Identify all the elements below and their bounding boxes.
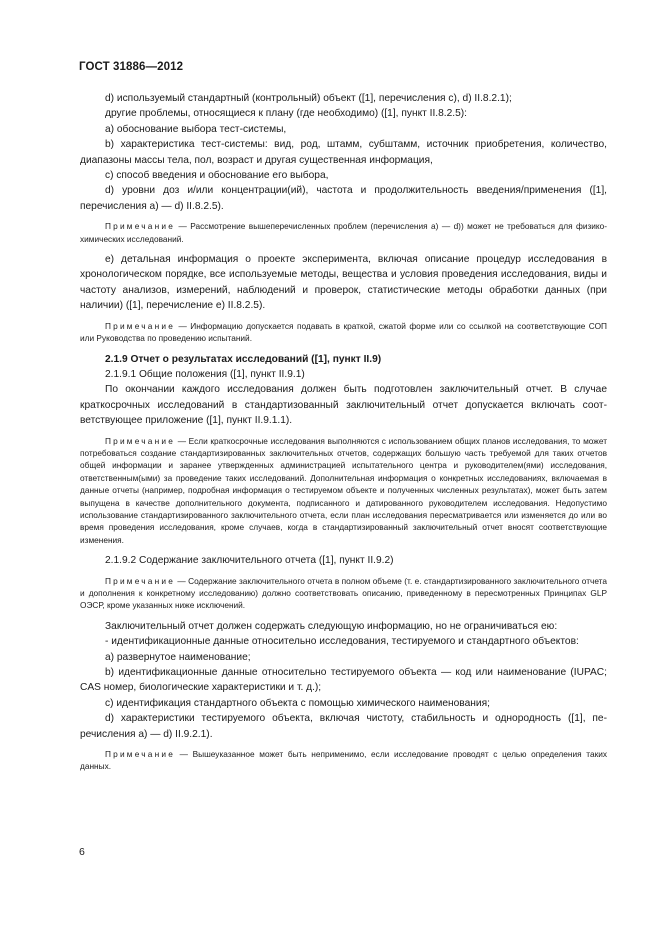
note-text: — Информацию допускается подавать в краткой, сжатой форме или со ссылкой на соответствующие СОП или Руководства по проведению испытаний. <box>80 320 607 344</box>
list-item-a-full-name: a) развернутое наименование; <box>105 651 251 663</box>
note-text: — Рассмотрение вышеперечисленных проблем (перечисления a) — d)) может не требоваться для физико-химических исследований. <box>80 221 607 244</box>
paragraph-d-standard-object: d) используемый стандартный (контрольный) объект ([1], перечисления с), d) II.8.2.1); <box>105 93 512 104</box>
document-body <box>80 91 607 780</box>
page-number: 6 <box>79 846 85 858</box>
note-3 <box>80 435 607 547</box>
note-1 <box>80 220 607 245</box>
note-text: — Если краткосрочные исследования выполняются с использованием общих планов исследования, то может потребоваться создание стандартизированных заключительных отчетов, содержащих большую часть требуемой для таких отчетов общей информации и заранее утвержденных администрацией испытательного центра и руководителем(ями) исследования, ответственным(ыми) за проведение таких исследований. Дополнительная информация о конкретных исследованиях, включаемая в данные отчеты (например, подробная информация о тестируемом объекте и полученных численных результатах), может быть затем выпущена в качестве дополнительного документа, подписанного и датированного руководителем исследования. Недопустимо использование стандартизированного заключительного отчета, если план исследования пересматривается или изменяется до или во время проведения исследования, кроме случаев, когда в стандартизированный заключительный отчет вносят соответствующие изменения. <box>80 435 607 545</box>
list-item-c-route: c) способ введения и обоснование его выбора, <box>105 170 329 182</box>
note-5 <box>80 748 607 773</box>
note-label: Примечание <box>105 320 176 331</box>
note-label: Примечание <box>105 435 176 446</box>
subsection-heading-2-1-9-2: 2.1.9.2 Содержание заключительного отчета ([1], пункт II.9.2) <box>105 555 394 567</box>
note-label: Примечание <box>105 749 176 760</box>
section-heading-2-1-9: 2.1.9 Отчет о результатах исследований ([1], пункт II.9) <box>105 353 382 365</box>
list-item-d-doses: d) уровни доз и/или концентрации(ий), частота и продолжительность введения/применения ([1], перечисления a) — d) II.8.2.5). <box>80 185 607 212</box>
list-item-dash-identification: - идентификационные данные относительно исследования, тестируемого и стандартного объектов: <box>105 636 579 648</box>
document-header: ГОСТ 31886—2012 <box>79 61 184 73</box>
list-item-c-standard-object: c) идентификация стандартного объекта с помощью химического наименования; <box>105 697 490 709</box>
list-item-e-design: e) детальная информация о проекте эксперимента, включая описание процедур исследования в хронологическом порядке, все используемые методы, вещества и условия проведения исследования, виды и частоту анализов, измерений, наблюдений и проверок, статистические методы обработки данных (при наличии) ([1], перечисление e) II.8.2.5). <box>80 254 607 312</box>
paragraph-report-contents: Заключительный отчет должен содержать следующую информацию, но не ограничиваться ею: <box>105 620 558 632</box>
list-item-d-characteristics: d) характеристики тестируемого объекта, включая чистоту, стабильность и однородность ([1], перечисления a) — d) II.9.2.1). <box>80 713 607 740</box>
note-label: Примечание <box>105 221 176 232</box>
note-2 <box>80 320 607 345</box>
list-item-b-identification: b) идентификационные данные относительно тестируемого объекта — код или наименование (IUPAC; CAS номер, биологические характеристики и т. д.); <box>80 667 607 694</box>
note-4 <box>80 575 607 612</box>
note-text: — Вышеуказанное может быть неприменимо, если исследование проводят с целью определения таких данных. <box>80 749 607 772</box>
paragraph-final-report: По окончании каждого исследования должен быть подготовлен заключительный отчет. В случае краткосрочных исследований в стандартизованный заключительный отчет допускается включать соответствующее приложение ([1], пункт II.9.1.1). <box>80 384 607 427</box>
note-text: — Содержание заключительного отчета в полном объеме (т. е. стандартизированного заключительного отчета и дополнения к конкретному исследованию) должно соответствовать описанию, приведенному в пересмотренных Принципах GLP ОЭСР, кроме указанных ниже исключений. <box>80 575 607 611</box>
subsection-heading-2-1-9-1: 2.1.9.1 Общие положения ([1], пункт II.9.1) <box>105 368 305 380</box>
paragraph-other-problems: другие проблемы, относящиеся к плану (где необходимо) ([1], пункт II.8.2.5): <box>105 108 468 120</box>
note-label: Примечание <box>105 575 176 586</box>
list-item-b-test-system: b) характеристика тест-системы: вид, род, штамм, субштамм, источник приобретения, количество, диапазоны массы тела, пол, возраст и другая существенная информация, <box>80 139 607 166</box>
list-item-a-justification: a) обоснование выбора тест-системы, <box>105 123 287 135</box>
